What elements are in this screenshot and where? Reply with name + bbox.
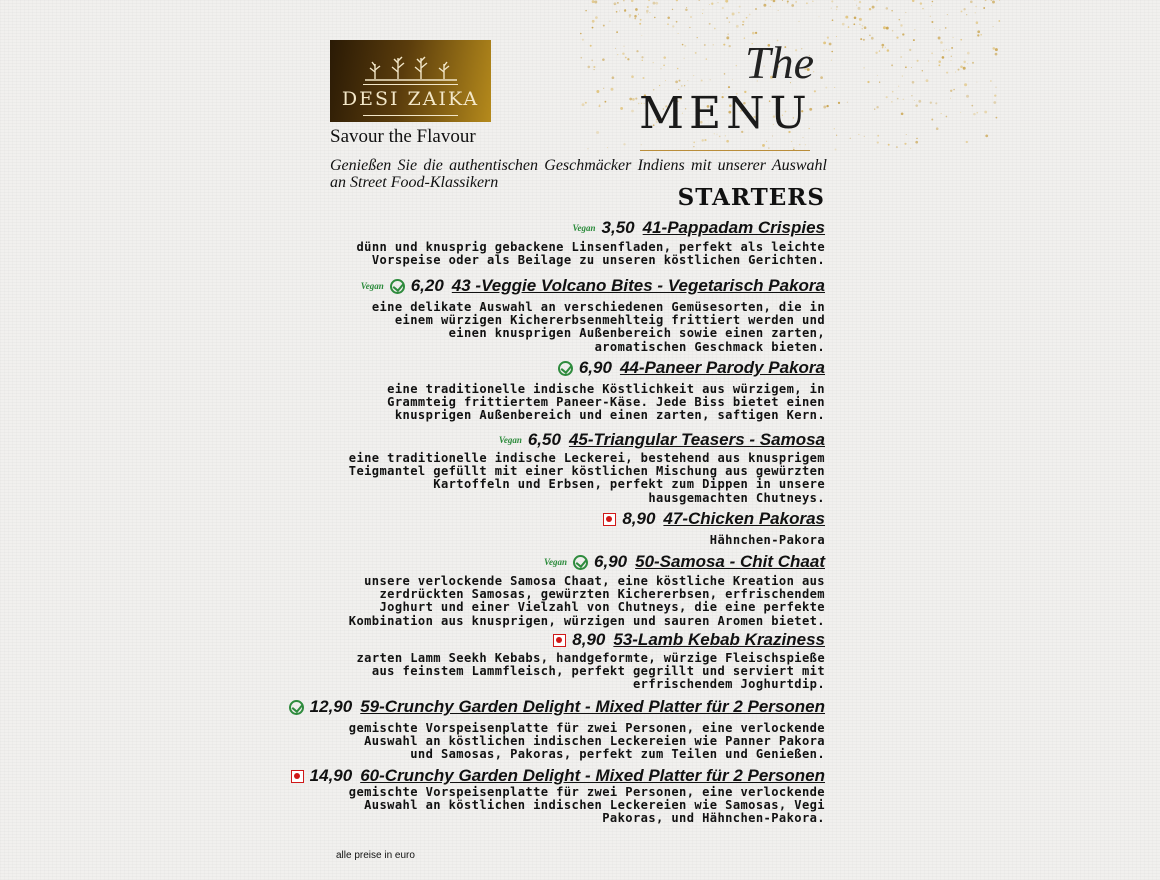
item-description: [349, 575, 825, 628]
item-description: [349, 786, 825, 826]
item-description: [710, 534, 825, 547]
title-divider: [640, 150, 810, 151]
menu-item-title: [544, 552, 825, 572]
description-line: einen knusprigen Außenbereich sowie einen zarten,: [448, 326, 825, 341]
item-description: [356, 652, 825, 692]
vegetarian-check-icon: [558, 361, 573, 376]
vegetarian-check-icon: [289, 700, 304, 715]
item-name: 45-Triangular Teasers - Samosa: [568, 430, 825, 449]
description-line: Auswahl an köstlichen indischen Leckereien wie Samosas, Vegi: [364, 798, 825, 813]
item-price: 6,90: [578, 358, 612, 377]
description-line: eine traditionelle indische Leckerei, bestehend aus knusprigem: [348, 451, 825, 465]
description-line: gemischte Vorspeisenplatte für zwei Personen, eine verlockende: [348, 721, 825, 735]
description-line: hausgemachten Chutneys.: [648, 490, 825, 505]
description-line: Hähnchen-Pakora: [709, 533, 825, 547]
item-price: 3,50: [601, 218, 635, 237]
description-line: zarten Lamm Seekh Kebabs, handgeformte, würzige Fleischspieße: [356, 651, 825, 665]
item-price: 12,90: [309, 697, 353, 716]
description-line: Joghurt und einer Vielzahl von Chutneys, die eine perfekte: [379, 600, 825, 615]
description-line: gemischte Vorspeisenplatte für zwei Personen, eine verlockende: [348, 785, 825, 799]
non-veg-icon: [603, 513, 616, 526]
description-line: aus feinstem Lammfleisch, perfekt gegrillt und serviert mit: [371, 664, 825, 679]
vegan-badge: Vegan: [572, 223, 596, 233]
item-description: [356, 241, 825, 267]
menu-item-title: [499, 430, 825, 450]
item-description: [387, 383, 825, 423]
description-line: zerdrückten Samosas, gewürzten Kichererbsen, erfrischendem: [379, 587, 825, 602]
description-line: Teigmantel gefüllt mit einer köstlichen Mischung aus gewürzten: [348, 464, 825, 479]
item-price: 6,90: [594, 552, 628, 571]
header-script: The: [745, 37, 814, 88]
item-name: 50-Samosa - Chit Chaat: [635, 552, 825, 571]
menu-item-title: [291, 766, 825, 786]
item-price: 6,20: [410, 276, 444, 295]
description-line: Vorspeise oder als Beilage zu unseren köstlichen Gerichten.: [371, 253, 825, 268]
item-name: 60-Crunchy Garden Delight - Mixed Platter für 2 Personen: [360, 766, 825, 785]
description-line: eine traditionelle indische Köstlichkeit aus würzigem, in: [387, 382, 825, 396]
description-line: aromatischen Geschmack bieten.: [594, 339, 825, 354]
leaf-sprigs-icon: [365, 52, 457, 82]
non-veg-icon: [553, 634, 566, 647]
description-line: Kartoffeln und Erbsen, perfekt zum Dippen in unsere: [433, 477, 825, 492]
intro-text: Genießen Sie die authentischen Geschmäcker Indiens mit unserer Auswahl an Street Food-Klassikern: [330, 157, 827, 191]
item-description: [372, 301, 825, 354]
description-line: knusprigen Außenbereich und einen zarten, saftigen Kern.: [394, 408, 825, 423]
description-line: Auswahl an köstlichen indischen Leckereien wie Panner Pakora: [364, 734, 825, 749]
vegan-badge: Vegan: [544, 557, 568, 567]
description-line: Pakoras, und Hähnchen-Pakora.: [602, 811, 825, 826]
price-footnote: alle preise in euro: [336, 850, 415, 861]
item-price: 14,90: [309, 766, 353, 785]
section-heading: STARTERS: [677, 184, 825, 211]
description-line: einem würzigen Kichererbsenmehlteig frittiert werden und: [394, 313, 825, 328]
description-line: dünn und knusprig gebackene Linsenfladen, perfekt als leichte: [356, 240, 825, 254]
menu-item-title: [573, 218, 825, 238]
item-name: 59-Crunchy Garden Delight - Mixed Platter für 2 Personen: [360, 697, 825, 716]
vegan-badge: Vegan: [498, 435, 522, 445]
menu-item-title: [289, 697, 825, 717]
logo-rule-top: [363, 84, 458, 85]
item-name: 44-Paneer Parody Pakora: [619, 358, 825, 377]
brand-name: DESI ZAIKA: [341, 88, 480, 110]
non-veg-icon: [291, 770, 304, 783]
description-line: unsere verlockende Samosa Chaat, eine köstliche Kreation aus: [364, 574, 825, 588]
brand-tagline: Savour the Flavour: [330, 126, 476, 147]
item-price: 6,50: [527, 430, 561, 449]
description-line: Kombination aus knusprigen, würzigen und sauren Aromen bietet.: [348, 613, 825, 628]
description-line: erfrischendem Joghurtdip.: [632, 677, 825, 692]
description-line: Grammteig frittiertem Paneer-Käse. Jede Biss bietet einen: [387, 395, 825, 410]
description-line: eine delikate Auswahl an verschiedenen Gemüsesorten, die in: [371, 300, 825, 314]
item-description: [349, 452, 825, 505]
description-line: und Samosas, Pakoras, perfekt zum Teilen und Genießen.: [410, 747, 825, 762]
vegetarian-check-icon: [390, 279, 405, 294]
vegan-badge: Vegan: [360, 281, 384, 291]
menu-item-title: [553, 630, 825, 650]
item-price: 8,90: [622, 509, 656, 528]
menu-item-title: [603, 509, 825, 529]
menu-item-title: [558, 358, 825, 378]
item-name: 43 -Veggie Volcano Bites - Vegetarisch Pakora: [451, 276, 825, 295]
item-name: 47-Chicken Pakoras: [663, 509, 825, 528]
item-price: 8,90: [572, 630, 606, 649]
vegetarian-check-icon: [573, 555, 588, 570]
item-description: [349, 722, 825, 762]
logo-rule-bottom: [363, 115, 458, 116]
page-title: MENU: [639, 88, 812, 139]
item-name: 41-Pappadam Crispies: [642, 218, 825, 237]
menu-item-title: [361, 276, 825, 296]
item-name: 53-Lamb Kebab Kraziness: [613, 630, 825, 649]
